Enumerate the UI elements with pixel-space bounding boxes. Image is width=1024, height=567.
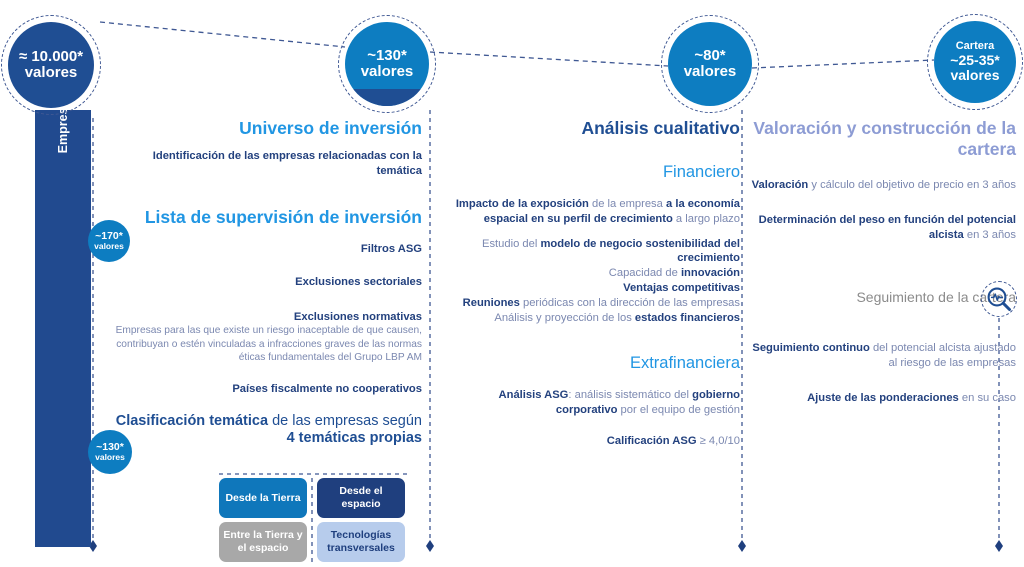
mini-node-170-value: ~170* <box>95 230 123 243</box>
universe-heading: Universo de inversión <box>239 118 422 138</box>
extrafinancial-item: Calificación ASG ≥ 4,0/10 <box>606 434 740 447</box>
portfolio-item: Valoración y cálculo del objetivo de precio en 3 años <box>751 179 1016 191</box>
tax-countries: Países fiscalmente no cooperativos <box>232 383 422 396</box>
thematic-classification-bold1: Clasificación temática <box>115 413 269 430</box>
node-portfolio-prefix: Cartera <box>955 39 995 52</box>
mini-node-130-value: ~130* <box>96 441 124 454</box>
mini-node-130 <box>88 430 132 474</box>
node-universe-unit: valores <box>24 64 78 81</box>
watchlist-node-base-wedge <box>345 89 429 106</box>
financial-item: Reuniones periódicas con la dirección de las empresas <box>462 297 740 310</box>
node-universe-value: ≈ 10.000* <box>18 47 84 65</box>
theme-box-desde-la-tierra[interactable]: Desde la Tierra <box>219 478 307 518</box>
universe-bar <box>35 110 91 547</box>
universe-heading-body: Identificación de las empresas relacionadas con la temática <box>152 150 422 177</box>
node-universe-count <box>8 22 94 108</box>
sector-exclusions: Exclusiones sectoriales <box>295 275 422 288</box>
theme-box-grid <box>219 478 409 562</box>
portfolio-monitoring-heading: Seguimiento de la cartera <box>856 288 1016 305</box>
normative-exclusions-title: Exclusiones normativas <box>293 310 422 323</box>
portfolio-item: Determinación del peso en función del potencial alcista en 3 años <box>758 213 1016 241</box>
esg-filters-title: Filtros ASG <box>360 242 422 255</box>
column-portfolio <box>748 118 1016 406</box>
node-qualitative-value: ~80* <box>694 46 726 64</box>
node-watchlist-value: ~130* <box>367 46 407 64</box>
node-watchlist-unit: valores <box>360 63 414 80</box>
financial-heading: Financiero <box>662 163 740 181</box>
financial-item: Ventajas competitivas <box>623 282 740 295</box>
node-portfolio-count <box>934 21 1016 103</box>
mini-node-130-unit: valores <box>95 452 125 463</box>
financial-item: Impacto de la exposición de la empresa a la economía espacial en su perfil de crecimiento a largo plazo <box>455 197 740 225</box>
financial-item: Análisis y proyección de los estados financieros <box>494 312 740 325</box>
theme-box-entre-la-tierra-y-el-espacio[interactable]: Entre la Tierra y el espacio <box>219 522 307 562</box>
qualitative-heading: Análisis cualitativo <box>581 118 740 138</box>
node-watchlist-count <box>345 22 429 106</box>
mini-node-170-unit: valores <box>94 241 124 252</box>
portfolio-heading: Valoración y construcción de la cartera <box>753 118 1016 159</box>
extrafinancial-heading: Extrafinanciera <box>629 353 740 372</box>
financial-item: Capacidad de innovación <box>608 267 740 280</box>
node-portfolio-unit: valores <box>950 66 1000 83</box>
monitoring-item: Ajuste de las ponderaciones en su caso <box>807 392 1016 405</box>
node-qualitative-count <box>668 22 752 106</box>
extrafinancial-item: Análisis ASG: análisis sistemático del gobierno corporativo por el equipo de gestión <box>498 388 740 416</box>
mini-node-170 <box>88 220 130 262</box>
normative-exclusions-body: Empresas para las que existe un riesgo inaceptable de que causen, contribuyan o estén vinculadas a infracciones graves de las normas éticas fundamentales del Grupo LBP AM <box>115 325 422 363</box>
node-qualitative-unit: valores <box>683 63 737 80</box>
thematic-classification-mid: de las empresas según <box>268 413 422 430</box>
watchlist-heading: Lista de supervisión de inversión <box>144 206 422 227</box>
theme-box-desde-el-espacio[interactable]: Desde el espacio <box>317 478 405 518</box>
thematic-classification-bold2: 4 temáticas propias <box>286 430 422 447</box>
column-qualitative <box>440 118 740 448</box>
node-portfolio-value: ~25-35* <box>950 51 1000 68</box>
magnifier-pulse-icon <box>981 281 1017 317</box>
financial-item: Estudio del modelo de negocio sostenibilidad del crecimiento <box>481 237 740 265</box>
monitoring-item: Seguimiento continuo del potencial alcista ajustado al riesgo de las empresas <box>752 342 1016 370</box>
column-universe <box>110 118 422 448</box>
theme-box-tecnologias-transversales[interactable]: Tecnologías transversales <box>317 522 405 562</box>
thematic-classification <box>110 413 422 448</box>
